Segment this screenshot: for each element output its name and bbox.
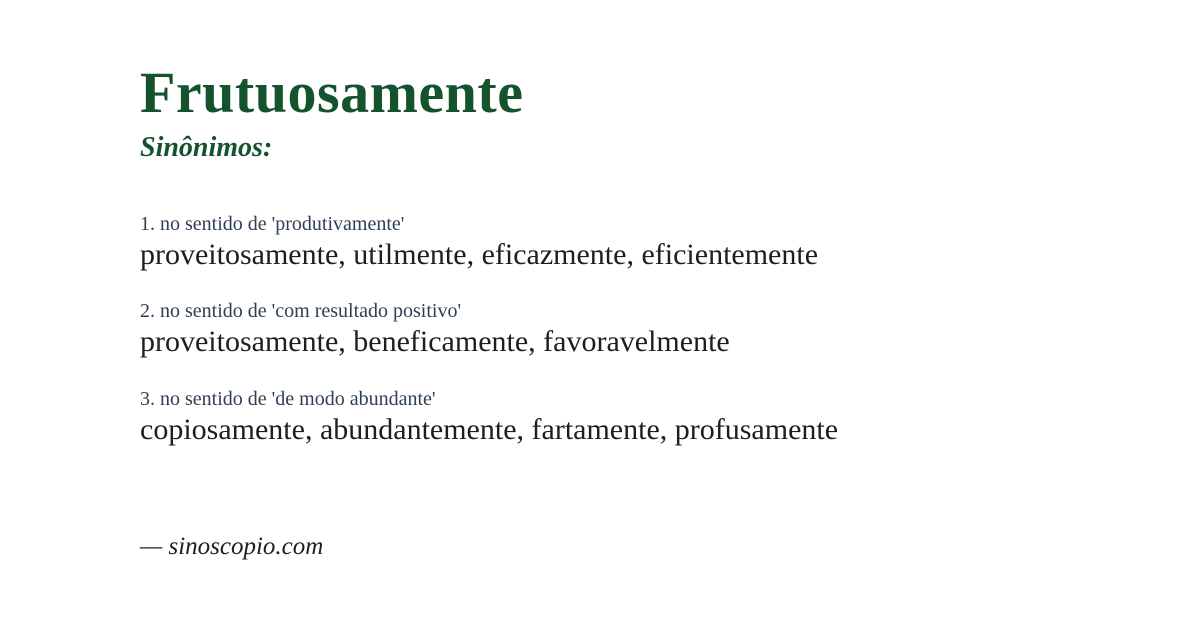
sense-item-1 bbox=[140, 212, 1140, 274]
sense-label-3: 3. no sentido de 'de modo abundante' bbox=[140, 387, 436, 410]
senses-list bbox=[140, 212, 1140, 449]
attribution: — sinoscopio.com bbox=[140, 533, 324, 561]
sense-label-2: 2. no sentido de 'com resultado positivo' bbox=[140, 300, 462, 323]
sense-item-2 bbox=[140, 299, 1140, 361]
sense-synonyms-3: copiosamente, abundantemente, fartamente, profusamente bbox=[140, 412, 839, 446]
synonyms-subtitle: Sinônimos: bbox=[140, 132, 273, 163]
sense-synonyms-2: proveitosamente, beneficamente, favoravelmente bbox=[140, 325, 730, 359]
sense-label-1: 1. no sentido de 'produtivamente' bbox=[140, 212, 405, 235]
sense-synonyms-1: proveitosamente, utilmente, eficazmente, eficientemente bbox=[140, 237, 819, 271]
sense-item-3 bbox=[140, 387, 1140, 449]
word-title: Frutuosamente bbox=[140, 60, 524, 125]
